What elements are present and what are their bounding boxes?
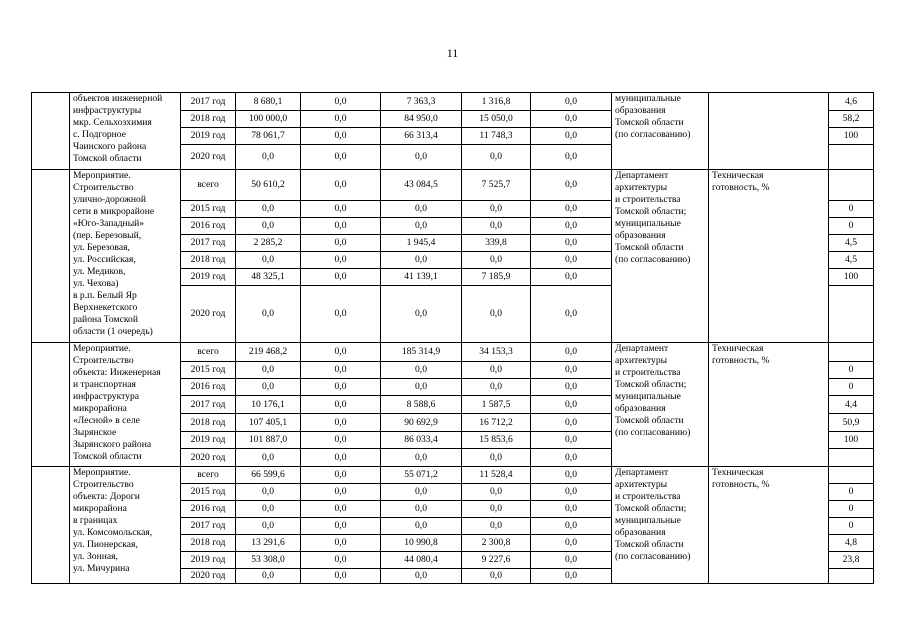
- page-number: 11: [446, 46, 459, 60]
- other-sources-cell: 0,0: [531, 235, 612, 252]
- federal-budget-cell: 0,0: [301, 449, 381, 467]
- federal-budget-cell: 0,0: [301, 569, 381, 584]
- regional-budget-cell: 43 084,5: [381, 170, 462, 201]
- total-amount-cell: 0,0: [236, 218, 301, 235]
- regional-budget-cell: 0,0: [381, 449, 462, 467]
- indicator-value-cell: 4,4: [829, 396, 874, 414]
- year-cell: 2017 год: [181, 93, 236, 111]
- executor-cell: Департамент архитектуры и строительства Томской области; муниципальные образования Томской области (по согласованию): [612, 343, 709, 467]
- federal-budget-cell: 0,0: [301, 128, 381, 145]
- indicator-cell: Техническая готовность, %: [709, 467, 829, 584]
- total-amount-cell: 13 291,6: [236, 535, 301, 552]
- indicator-cell: [709, 93, 829, 170]
- table-row: [32, 343, 874, 362]
- year-cell: 2015 год: [181, 484, 236, 501]
- federal-budget-cell: 0,0: [301, 535, 381, 552]
- regional-budget-cell: 1 945,4: [381, 235, 462, 252]
- indicator-value-cell: 4,5: [829, 235, 874, 252]
- total-amount-cell: 101 887,0: [236, 432, 301, 449]
- year-cell: 2020 год: [181, 569, 236, 584]
- other-sources-cell: 0,0: [531, 379, 612, 396]
- total-amount-cell: 10 176,1: [236, 396, 301, 414]
- local-budget-cell: 11 748,3: [462, 128, 531, 145]
- federal-budget-cell: 0,0: [301, 484, 381, 501]
- local-budget-cell: 9 227,6: [462, 552, 531, 569]
- federal-budget-cell: 0,0: [301, 170, 381, 201]
- total-amount-cell: 78 061,7: [236, 128, 301, 145]
- year-cell: 2019 год: [181, 269, 236, 286]
- year-cell: всего: [181, 343, 236, 362]
- total-amount-cell: 0,0: [236, 252, 301, 269]
- local-budget-cell: 0,0: [462, 518, 531, 535]
- federal-budget-cell: 0,0: [301, 252, 381, 269]
- regional-budget-cell: 44 080,4: [381, 552, 462, 569]
- other-sources-cell: 0,0: [531, 286, 612, 343]
- year-cell: 2018 год: [181, 414, 236, 432]
- year-cell: всего: [181, 170, 236, 201]
- year-cell: 2019 год: [181, 432, 236, 449]
- indicator-value-cell: 23,8: [829, 552, 874, 569]
- regional-budget-cell: 0,0: [381, 201, 462, 218]
- local-budget-cell: 7 185,9: [462, 269, 531, 286]
- other-sources-cell: 0,0: [531, 343, 612, 362]
- total-amount-cell: 0,0: [236, 362, 301, 379]
- indicator-cell: Техническая готовность, %: [709, 343, 829, 467]
- indicator-value-cell: 0: [829, 218, 874, 235]
- year-cell: 2017 год: [181, 518, 236, 535]
- regional-budget-cell: 84 950,0: [381, 111, 462, 128]
- total-amount-cell: 0,0: [236, 145, 301, 170]
- other-sources-cell: 0,0: [531, 501, 612, 518]
- total-amount-cell: 107 405,1: [236, 414, 301, 432]
- indicator-value-cell: 100: [829, 432, 874, 449]
- indicator-value-cell: 100: [829, 269, 874, 286]
- regional-budget-cell: 185 314,9: [381, 343, 462, 362]
- year-cell: 2017 год: [181, 235, 236, 252]
- year-cell: 2016 год: [181, 379, 236, 396]
- local-budget-cell: 1 316,8: [462, 93, 531, 111]
- table-row: [32, 93, 874, 111]
- indicator-value-cell: [829, 467, 874, 484]
- federal-budget-cell: 0,0: [301, 396, 381, 414]
- total-amount-cell: 66 599,6: [236, 467, 301, 484]
- other-sources-cell: 0,0: [531, 201, 612, 218]
- local-budget-cell: 7 525,7: [462, 170, 531, 201]
- local-budget-cell: 0,0: [462, 252, 531, 269]
- executor-cell: Департамент архитектуры и строительства Томской области; муниципальные образования Томской области (по согласованию): [612, 467, 709, 584]
- executor-cell: муниципальные образования Томской области (по согласованию): [612, 93, 709, 170]
- indicator-value-cell: 50,9: [829, 414, 874, 432]
- other-sources-cell: 0,0: [531, 535, 612, 552]
- table-row: [32, 467, 874, 484]
- indicator-value-cell: 0: [829, 201, 874, 218]
- year-cell: 2016 год: [181, 218, 236, 235]
- other-sources-cell: 0,0: [531, 93, 612, 111]
- other-sources-cell: 0,0: [531, 569, 612, 584]
- federal-budget-cell: 0,0: [301, 145, 381, 170]
- local-budget-cell: 0,0: [462, 569, 531, 584]
- indicator-value-cell: 0: [829, 501, 874, 518]
- indicator-value-cell: 4,5: [829, 252, 874, 269]
- indicator-value-cell: 0: [829, 518, 874, 535]
- indicator-cell: Техническая готовность, %: [709, 170, 829, 343]
- local-budget-cell: 0,0: [462, 449, 531, 467]
- local-budget-cell: 339,8: [462, 235, 531, 252]
- other-sources-cell: 0,0: [531, 467, 612, 484]
- other-sources-cell: 0,0: [531, 111, 612, 128]
- item-number-cell: [32, 93, 70, 170]
- federal-budget-cell: 0,0: [301, 93, 381, 111]
- indicator-value-cell: 0: [829, 362, 874, 379]
- federal-budget-cell: 0,0: [301, 518, 381, 535]
- year-cell: 2019 год: [181, 128, 236, 145]
- total-amount-cell: 100 000,0: [236, 111, 301, 128]
- indicator-value-cell: [829, 343, 874, 362]
- federal-budget-cell: 0,0: [301, 201, 381, 218]
- regional-budget-cell: 0,0: [381, 252, 462, 269]
- indicator-value-cell: 0: [829, 484, 874, 501]
- total-amount-cell: 50 610,2: [236, 170, 301, 201]
- local-budget-cell: 34 153,3: [462, 343, 531, 362]
- other-sources-cell: 0,0: [531, 552, 612, 569]
- total-amount-cell: 0,0: [236, 484, 301, 501]
- regional-budget-cell: 0,0: [381, 145, 462, 170]
- regional-budget-cell: 86 033,4: [381, 432, 462, 449]
- other-sources-cell: 0,0: [531, 484, 612, 501]
- financing-table: [31, 92, 874, 584]
- local-budget-cell: 15 050,0: [462, 111, 531, 128]
- local-budget-cell: 1 587,5: [462, 396, 531, 414]
- year-cell: 2015 год: [181, 201, 236, 218]
- year-cell: 2019 год: [181, 552, 236, 569]
- total-amount-cell: 0,0: [236, 286, 301, 343]
- local-budget-cell: 0,0: [462, 501, 531, 518]
- total-amount-cell: 0,0: [236, 518, 301, 535]
- measure-description: Мероприятие. Строительство объекта: Дороги микрорайона в границах ул. Комсомольская, ул. Пионерская, ул. Зонная, ул. Мичурина: [70, 467, 181, 584]
- year-cell: 2018 год: [181, 252, 236, 269]
- indicator-value-cell: [829, 286, 874, 343]
- federal-budget-cell: 0,0: [301, 111, 381, 128]
- regional-budget-cell: 7 363,3: [381, 93, 462, 111]
- indicator-value-cell: 100: [829, 128, 874, 145]
- year-cell: всего: [181, 467, 236, 484]
- federal-budget-cell: 0,0: [301, 379, 381, 396]
- item-number-cell: [32, 467, 70, 584]
- federal-budget-cell: 0,0: [301, 414, 381, 432]
- federal-budget-cell: 0,0: [301, 269, 381, 286]
- indicator-value-cell: 4,6: [829, 93, 874, 111]
- year-cell: 2016 год: [181, 501, 236, 518]
- indicator-value-cell: [829, 569, 874, 584]
- federal-budget-cell: 0,0: [301, 362, 381, 379]
- local-budget-cell: 0,0: [462, 201, 531, 218]
- other-sources-cell: 0,0: [531, 432, 612, 449]
- federal-budget-cell: 0,0: [301, 218, 381, 235]
- local-budget-cell: 0,0: [462, 286, 531, 343]
- regional-budget-cell: 0,0: [381, 501, 462, 518]
- regional-budget-cell: 90 692,9: [381, 414, 462, 432]
- regional-budget-cell: 41 139,1: [381, 269, 462, 286]
- federal-budget-cell: 0,0: [301, 235, 381, 252]
- other-sources-cell: 0,0: [531, 170, 612, 201]
- total-amount-cell: 0,0: [236, 449, 301, 467]
- regional-budget-cell: 10 990,8: [381, 535, 462, 552]
- federal-budget-cell: 0,0: [301, 286, 381, 343]
- local-budget-cell: 0,0: [462, 484, 531, 501]
- regional-budget-cell: 0,0: [381, 569, 462, 584]
- local-budget-cell: 11 528,4: [462, 467, 531, 484]
- other-sources-cell: 0,0: [531, 414, 612, 432]
- federal-budget-cell: 0,0: [301, 467, 381, 484]
- indicator-value-cell: 58,2: [829, 111, 874, 128]
- total-amount-cell: 2 285,2: [236, 235, 301, 252]
- regional-budget-cell: 0,0: [381, 218, 462, 235]
- item-number-cell: [32, 343, 70, 467]
- other-sources-cell: 0,0: [531, 128, 612, 145]
- indicator-value-cell: 4,8: [829, 535, 874, 552]
- total-amount-cell: 0,0: [236, 201, 301, 218]
- local-budget-cell: 16 712,2: [462, 414, 531, 432]
- regional-budget-cell: 0,0: [381, 379, 462, 396]
- regional-budget-cell: 8 588,6: [381, 396, 462, 414]
- total-amount-cell: 48 325,1: [236, 269, 301, 286]
- total-amount-cell: 53 308,0: [236, 552, 301, 569]
- year-cell: 2017 год: [181, 396, 236, 414]
- other-sources-cell: 0,0: [531, 145, 612, 170]
- indicator-value-cell: [829, 170, 874, 201]
- total-amount-cell: 0,0: [236, 501, 301, 518]
- year-cell: 2020 год: [181, 449, 236, 467]
- year-cell: 2018 год: [181, 111, 236, 128]
- total-amount-cell: 219 468,2: [236, 343, 301, 362]
- measure-description: Мероприятие. Строительство объекта: Инженерная и транспортная инфраструктура микрорайона «Лесной» в селе Зырянское Зырянского района Томской области: [70, 343, 181, 467]
- regional-budget-cell: 55 071,2: [381, 467, 462, 484]
- local-budget-cell: 0,0: [462, 145, 531, 170]
- total-amount-cell: 8 680,1: [236, 93, 301, 111]
- total-amount-cell: 0,0: [236, 379, 301, 396]
- local-budget-cell: 0,0: [462, 379, 531, 396]
- indicator-value-cell: [829, 449, 874, 467]
- total-amount-cell: 0,0: [236, 569, 301, 584]
- federal-budget-cell: 0,0: [301, 432, 381, 449]
- regional-budget-cell: 0,0: [381, 286, 462, 343]
- executor-cell: Департамент архитектуры и строительства Томской области; муниципальные образования Томской области (по согласованию): [612, 170, 709, 343]
- table-row: [32, 170, 874, 201]
- regional-budget-cell: 0,0: [381, 518, 462, 535]
- federal-budget-cell: 0,0: [301, 501, 381, 518]
- year-cell: 2015 год: [181, 362, 236, 379]
- local-budget-cell: 0,0: [462, 218, 531, 235]
- other-sources-cell: 0,0: [531, 518, 612, 535]
- measure-description: объектов инженерной инфраструктуры мкр. Сельхозхимия с. Подгорное Чаинского района Томской области: [70, 93, 181, 170]
- year-cell: 2020 год: [181, 286, 236, 343]
- other-sources-cell: 0,0: [531, 252, 612, 269]
- local-budget-cell: 2 300,8: [462, 535, 531, 552]
- other-sources-cell: 0,0: [531, 362, 612, 379]
- regional-budget-cell: 0,0: [381, 484, 462, 501]
- local-budget-cell: 15 853,6: [462, 432, 531, 449]
- indicator-value-cell: 0: [829, 379, 874, 396]
- other-sources-cell: 0,0: [531, 449, 612, 467]
- federal-budget-cell: 0,0: [301, 343, 381, 362]
- indicator-value-cell: [829, 145, 874, 170]
- federal-budget-cell: 0,0: [301, 552, 381, 569]
- other-sources-cell: 0,0: [531, 269, 612, 286]
- regional-budget-cell: 0,0: [381, 362, 462, 379]
- local-budget-cell: 0,0: [462, 362, 531, 379]
- year-cell: 2018 год: [181, 535, 236, 552]
- other-sources-cell: 0,0: [531, 396, 612, 414]
- year-cell: 2020 год: [181, 145, 236, 170]
- regional-budget-cell: 66 313,4: [381, 128, 462, 145]
- measure-description: Мероприятие. Строительство улично-дорожной сети в микрорайоне «Юго-Западный» (пер. Березовый, ул. Березовая, ул. Российская, ул. Медиков, ул. Чехова) в р.п. Белый Яр Верхнекетского района Томской области (1 очередь): [70, 170, 181, 343]
- other-sources-cell: 0,0: [531, 218, 612, 235]
- item-number-cell: [32, 170, 70, 343]
